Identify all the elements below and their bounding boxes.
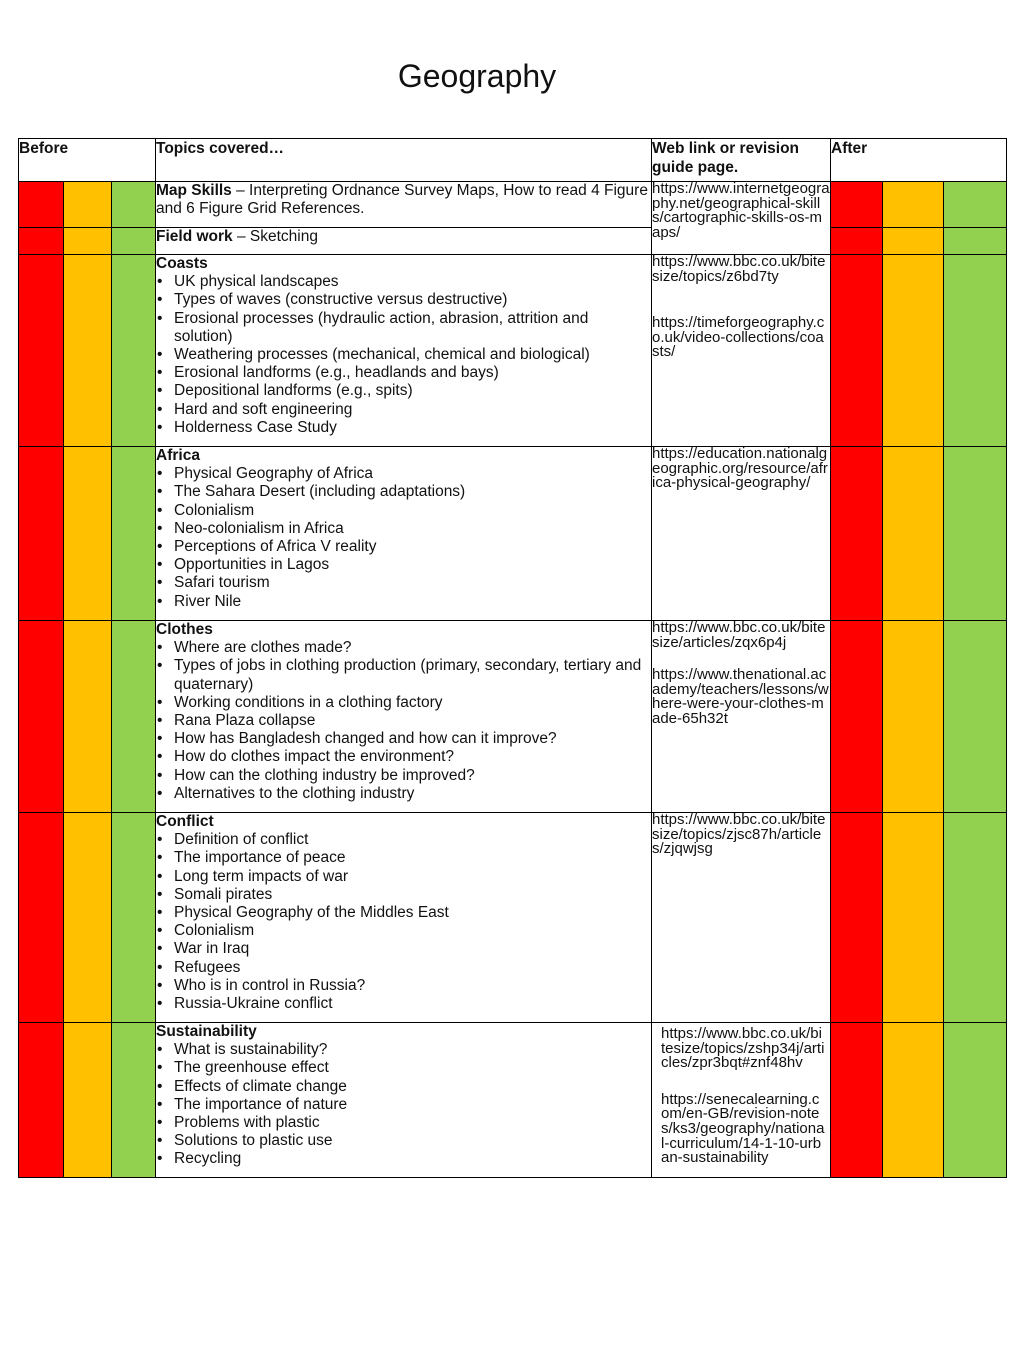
before-red-cell[interactable] — [19, 255, 64, 447]
before-red-cell[interactable] — [19, 182, 64, 228]
topic-title: Clothes — [156, 621, 213, 638]
topic-cell — [156, 182, 652, 228]
before-amber-cell[interactable] — [64, 1023, 112, 1178]
list-item: • Effects of climate change — [156, 1078, 651, 1096]
after-green-cell[interactable] — [944, 813, 1007, 1023]
list-item: • Definition of conflict — [156, 831, 651, 849]
list-item: • The importance of nature — [156, 1096, 651, 1114]
list-item: • Problems with plastic — [156, 1114, 651, 1132]
topic-cell — [156, 447, 652, 621]
topic-list — [156, 1041, 651, 1168]
list-item: • The greenhouse effect — [156, 1059, 651, 1077]
before-amber-cell[interactable] — [64, 255, 112, 447]
link-header: Web link or revision guide page. — [652, 139, 831, 182]
link-cell — [652, 447, 831, 621]
after-amber-cell[interactable] — [883, 1023, 944, 1178]
after-amber-cell[interactable] — [883, 447, 944, 621]
after-amber-cell[interactable] — [883, 182, 944, 228]
before-red-cell[interactable] — [19, 621, 64, 813]
topic-title: Map Skills — [156, 182, 232, 199]
list-item: • Erosional landforms (e.g., headlands and bays) — [156, 364, 651, 382]
topic-text: – Sketching — [232, 228, 318, 245]
topic-title: Sustainability — [156, 1023, 257, 1040]
topics-table — [18, 138, 1007, 1178]
after-green-cell[interactable] — [944, 621, 1007, 813]
before-amber-cell[interactable] — [64, 228, 112, 255]
list-item: • Russia-Ukraine conflict — [156, 995, 651, 1013]
after-red-cell[interactable] — [831, 447, 883, 621]
topic-text: – Interpreting Ordnance Survey Maps, How to read 4 Figure and 6 Figure Grid References. — [156, 182, 648, 218]
before-green-cell[interactable] — [112, 1023, 156, 1178]
list-item: • Colonialism — [156, 502, 651, 520]
link-cell — [652, 255, 831, 447]
list-item: • Hard and soft engineering — [156, 401, 651, 419]
before-header: Before — [19, 139, 156, 182]
topic-title: Africa — [156, 447, 200, 464]
before-green-cell[interactable] — [112, 447, 156, 621]
table-row — [19, 447, 1007, 621]
web-link[interactable]: https://senecalearning.com/en-GB/revision-notes/ks3/geography/national-curriculum/14-1-10-urban-sustainability — [661, 1090, 825, 1167]
before-red-cell[interactable] — [19, 1023, 64, 1178]
table-row — [19, 1023, 1007, 1178]
topic-list — [156, 831, 651, 1013]
before-green-cell[interactable] — [112, 182, 156, 228]
before-green-cell[interactable] — [112, 255, 156, 447]
list-item: • Neo-colonialism in Africa — [156, 520, 651, 538]
web-link[interactable]: https://www.bbc.co.uk/bitesize/topics/zshp34j/articles/zpr3bqt#znf48hv — [661, 1025, 825, 1072]
after-red-cell[interactable] — [831, 228, 883, 255]
list-item: • The Sahara Desert (including adaptations) — [156, 483, 651, 501]
after-red-cell[interactable] — [831, 255, 883, 447]
after-red-cell[interactable] — [831, 1023, 883, 1178]
list-item: • Working conditions in a clothing factory — [156, 694, 651, 712]
before-amber-cell[interactable] — [64, 447, 112, 621]
link-cell — [652, 1023, 831, 1178]
list-item: • UK physical landscapes — [156, 273, 651, 291]
list-item: • Perceptions of Africa V reality — [156, 538, 651, 556]
web-link[interactable]: https://www.thenational.academy/teachers/lessons/where-were-your-clothes-made-65h32t — [652, 666, 829, 727]
topic-title: Conflict — [156, 813, 214, 830]
before-amber-cell[interactable] — [64, 813, 112, 1023]
list-item: • War in Iraq — [156, 940, 651, 958]
topic-list — [156, 639, 651, 803]
after-green-cell[interactable] — [944, 447, 1007, 621]
before-amber-cell[interactable] — [64, 621, 112, 813]
topic-cell — [156, 621, 652, 813]
web-link[interactable]: https://timeforgeography.co.uk/video-collections/coasts/ — [652, 314, 825, 361]
topic-cell — [156, 813, 652, 1023]
before-green-cell[interactable] — [112, 813, 156, 1023]
topic-list — [156, 465, 651, 611]
list-item: • What is sustainability? — [156, 1041, 651, 1059]
after-red-cell[interactable] — [831, 813, 883, 1023]
list-item: • The importance of peace — [156, 849, 651, 867]
link-cell — [652, 621, 831, 813]
list-item: • Opportunities in Lagos — [156, 556, 651, 574]
list-item: • Holderness Case Study — [156, 419, 651, 437]
table-row — [19, 182, 1007, 228]
list-item: • Physical Geography of the Middles East — [156, 904, 651, 922]
list-item: • Physical Geography of Africa — [156, 465, 651, 483]
list-item: • How do clothes impact the environment? — [156, 748, 651, 766]
list-item: • Types of jobs in clothing production (primary, secondary, tertiary and quaternary) — [156, 657, 651, 693]
header-row — [19, 139, 1007, 182]
after-amber-cell[interactable] — [883, 813, 944, 1023]
link-cell — [652, 813, 831, 1023]
topic-list — [156, 273, 651, 437]
web-link[interactable]: https://www.internetgeography.net/geographical-skills/cartographic-skills-os-maps/ — [652, 180, 830, 241]
topic-cell — [156, 228, 652, 255]
list-item: • Weathering processes (mechanical, chemical and biological) — [156, 346, 651, 364]
topics-header: Topics covered… — [156, 139, 652, 182]
list-item: • How can the clothing industry be improved? — [156, 767, 651, 785]
before-red-cell[interactable] — [19, 228, 64, 255]
table-row — [19, 813, 1007, 1023]
list-item: • Somali pirates — [156, 886, 651, 904]
after-amber-cell[interactable] — [883, 255, 944, 447]
after-amber-cell[interactable] — [883, 228, 944, 255]
after-green-cell[interactable] — [944, 255, 1007, 447]
list-item: • River Nile — [156, 593, 651, 611]
list-item: • Alternatives to the clothing industry — [156, 785, 651, 803]
before-green-cell[interactable] — [112, 621, 156, 813]
after-amber-cell[interactable] — [883, 621, 944, 813]
topic-cell — [156, 1023, 652, 1178]
before-green-cell[interactable] — [112, 228, 156, 255]
topic-title: Coasts — [156, 255, 208, 272]
link-cell — [652, 182, 831, 255]
web-link[interactable]: https://www.bbc.co.uk/bitesize/articles/zqx6p4j — [652, 619, 826, 651]
topic-cell — [156, 255, 652, 447]
web-link[interactable]: https://www.bbc.co.uk/bitesize/topics/zjsc87h/articles/zjqwjsg — [652, 811, 826, 858]
list-item: • How has Bangladesh changed and how can it improve? — [156, 730, 651, 748]
list-item: • Refugees — [156, 959, 651, 977]
after-green-cell[interactable] — [944, 228, 1007, 255]
list-item: • Long term impacts of war — [156, 868, 651, 886]
list-item: • Solutions to plastic use — [156, 1132, 651, 1150]
list-item: • Colonialism — [156, 922, 651, 940]
list-item: • Rana Plaza collapse — [156, 712, 651, 730]
table-row — [19, 228, 1007, 255]
list-item: • Where are clothes made? — [156, 639, 651, 657]
after-green-cell[interactable] — [944, 1023, 1007, 1178]
before-amber-cell[interactable] — [64, 182, 112, 228]
table-row — [19, 255, 1007, 447]
after-red-cell[interactable] — [831, 182, 883, 228]
web-link[interactable]: https://www.bbc.co.uk/bitesize/topics/z6bd7ty — [652, 253, 826, 285]
list-item: • Erosional processes (hydraulic action, abrasion, attrition and solution) — [156, 310, 651, 346]
list-item: • Who is in control in Russia? — [156, 977, 651, 995]
list-item: • Types of waves (constructive versus destructive) — [156, 291, 651, 309]
before-red-cell[interactable] — [19, 447, 64, 621]
table-row — [19, 621, 1007, 813]
after-red-cell[interactable] — [831, 621, 883, 813]
after-header: After — [831, 139, 1007, 182]
list-item: • Depositional landforms (e.g., spits) — [156, 382, 651, 400]
after-green-cell[interactable] — [944, 182, 1007, 228]
page-title: Geography — [397, 58, 557, 94]
before-red-cell[interactable] — [19, 813, 64, 1023]
web-link[interactable]: https://education.nationalgeographic.org/resource/africa-physical-geography/ — [652, 445, 828, 492]
list-item: • Safari tourism — [156, 574, 651, 592]
topic-title: Field work — [156, 228, 233, 245]
list-item: • Recycling — [156, 1150, 651, 1168]
